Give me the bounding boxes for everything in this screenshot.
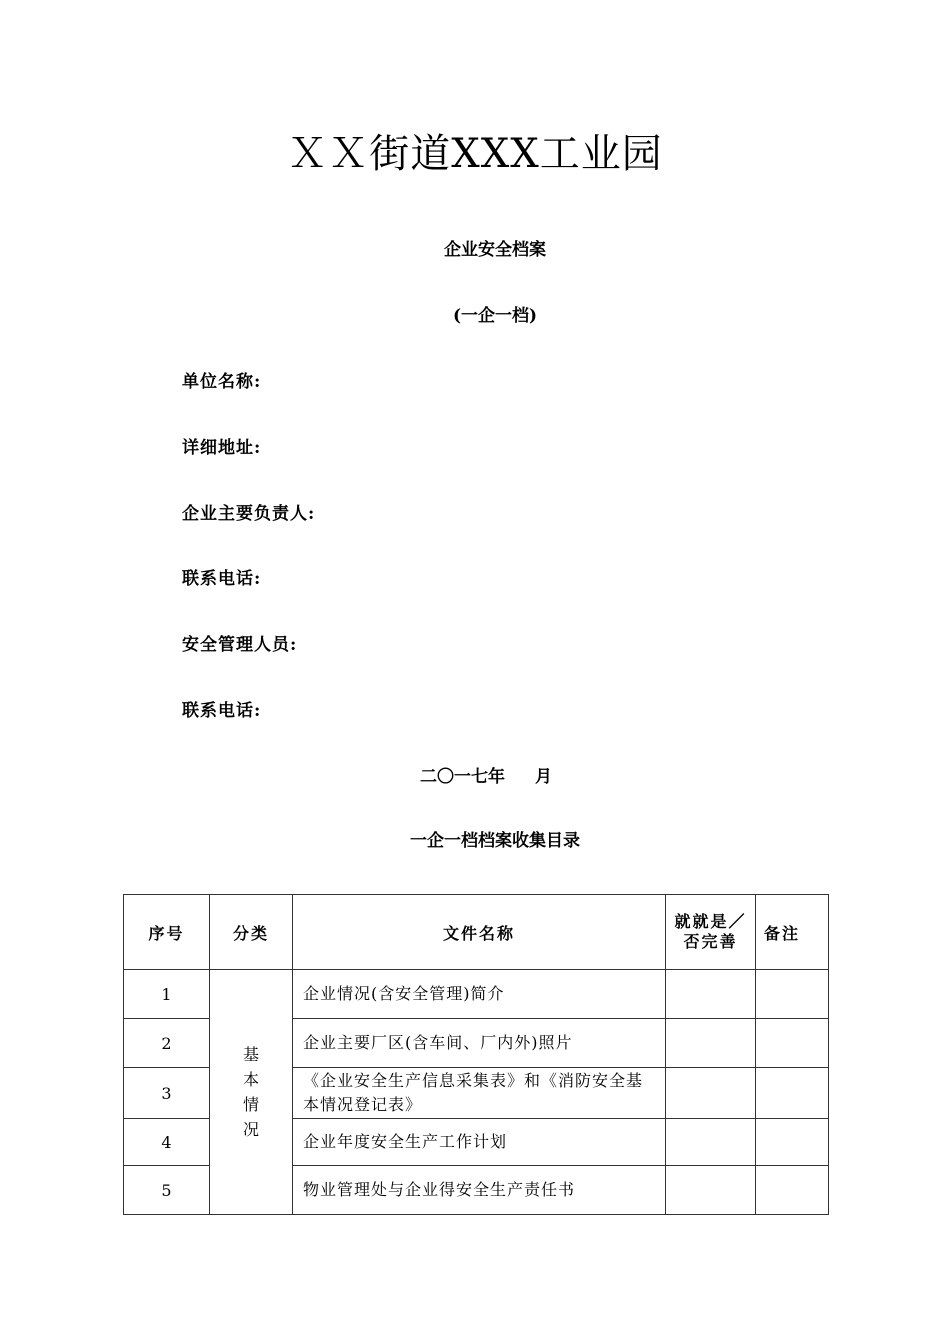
document-subtitle: 企业安全档案	[444, 240, 546, 260]
row-complete-cell[interactable]	[666, 970, 756, 1019]
row-complete-cell[interactable]	[666, 1019, 756, 1068]
date-month: 月	[535, 767, 552, 787]
row-index: 3	[124, 1068, 210, 1119]
table-header-row	[124, 895, 829, 970]
header-index: 序号	[124, 895, 210, 970]
row-index: 5	[124, 1166, 210, 1215]
row-document: 《企业安全生产信息采集表》和《消防安全基本情况登记表》	[293, 1068, 666, 1119]
document-title: ＸＸ街道XXX工业园	[287, 131, 663, 177]
header-complete: 就就是／否完善	[666, 895, 756, 970]
row-document: 企业年度安全生产工作计划	[293, 1119, 666, 1166]
field-unit-name: 单位名称:	[182, 372, 262, 392]
field-safety-phone: 联系电话:	[182, 701, 262, 721]
row-index: 2	[124, 1019, 210, 1068]
catalog-title: 一企一档档案收集目录	[410, 831, 580, 851]
field-principal: 企业主要负责人:	[182, 504, 316, 524]
row-complete-cell[interactable]	[666, 1068, 756, 1119]
header-remark: 备注	[756, 895, 829, 970]
field-safety-manager: 安全管理人员:	[182, 635, 298, 655]
field-address: 详细地址:	[182, 438, 262, 458]
category-char: 基	[242, 1045, 259, 1064]
table-row	[124, 970, 829, 1019]
row-remark-cell[interactable]	[756, 1019, 829, 1068]
row-remark-cell[interactable]	[756, 1119, 829, 1166]
category-char: 情	[242, 1095, 259, 1114]
row-index: 1	[124, 970, 210, 1019]
row-index: 4	[124, 1119, 210, 1166]
header-document: 文件名称	[293, 895, 666, 970]
category-cell	[210, 970, 293, 1215]
date-year: 二〇一七年	[420, 767, 505, 787]
category-char: 况	[242, 1120, 259, 1139]
row-document: 企业情况(含安全管理)简介	[293, 970, 666, 1019]
row-remark-cell[interactable]	[756, 1068, 829, 1119]
field-phone: 联系电话:	[182, 569, 262, 589]
row-complete-cell[interactable]	[666, 1119, 756, 1166]
catalog-table	[123, 894, 829, 1215]
row-remark-cell[interactable]	[756, 970, 829, 1019]
row-remark-cell[interactable]	[756, 1166, 829, 1215]
row-complete-cell[interactable]	[666, 1166, 756, 1215]
category-char: 本	[242, 1070, 259, 1089]
header-category: 分类	[210, 895, 293, 970]
row-document: 企业主要厂区(含车间、厂内外)照片	[293, 1019, 666, 1068]
document-subtitle-note: (一企一档)	[452, 306, 538, 326]
document-date	[420, 765, 552, 789]
row-document: 物业管理处与企业得安全生产责任书	[293, 1166, 666, 1215]
